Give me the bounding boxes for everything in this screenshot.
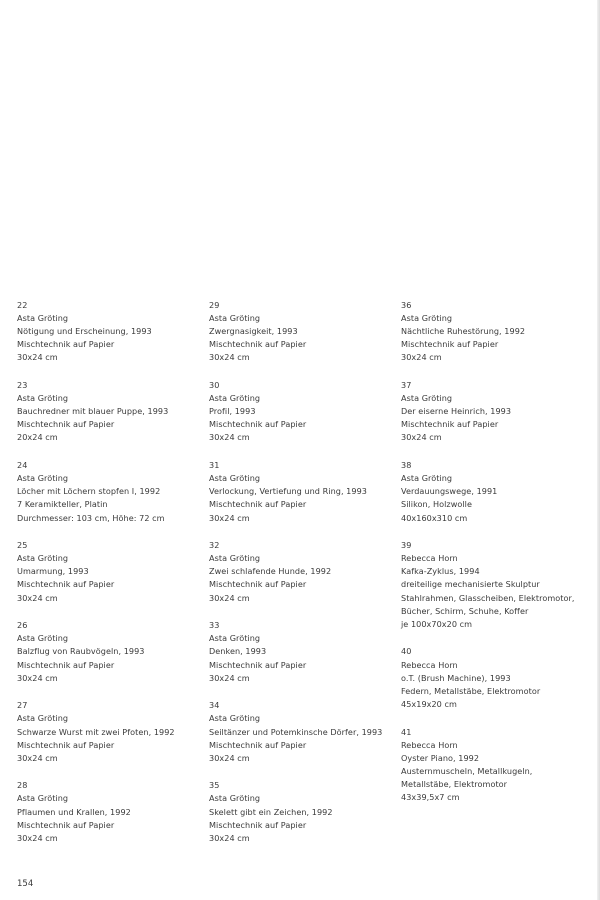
entry-detail: Durchmesser: 103 cm, Höhe: 72 cm: [17, 512, 165, 523]
catalog-entry: [17, 539, 207, 604]
entry-number: 30: [209, 380, 220, 391]
entry-title: Kafka-Zyklus, 1994: [401, 566, 480, 577]
entry-detail: 30x24 cm: [17, 352, 58, 363]
entry-detail: 7 Keramikteller, Platin: [17, 499, 108, 510]
entry-title: Der eiserne Heinrich, 1993: [401, 406, 512, 417]
entry-artist: Asta Gröting: [17, 393, 69, 404]
entry-detail: 43x39,5x7 cm: [401, 791, 460, 802]
entry-title: o.T. (Brush Machine), 1993: [401, 672, 511, 683]
catalog-entry: [209, 299, 399, 364]
entry-title: Skelett gibt ein Zeichen, 1992: [209, 806, 333, 817]
entry-detail: Federn, Metallstäbe, Elektromotor: [401, 685, 541, 696]
catalog-entry: [209, 539, 399, 604]
entry-title: Nächtliche Ruhestörung, 1992: [401, 326, 526, 337]
catalog-entry: [401, 539, 597, 631]
entry-artist: Asta Gröting: [401, 473, 453, 484]
entry-title: Löcher mit Löchern stopfen I, 1992: [17, 486, 161, 497]
catalog-entry: [17, 699, 207, 764]
entry-detail: Mischtechnik auf Papier: [209, 739, 307, 750]
entry-artist: Asta Gröting: [17, 473, 69, 484]
entry-detail: 30x24 cm: [209, 672, 250, 683]
entry-detail: Mischtechnik auf Papier: [17, 819, 115, 830]
entry-artist: Asta Gröting: [401, 393, 453, 404]
entry-number: 39: [401, 540, 412, 551]
catalog-column-1: [17, 299, 207, 859]
entry-artist: Asta Gröting: [209, 313, 261, 324]
entry-detail: 30x24 cm: [209, 832, 250, 843]
entry-number: 24: [17, 460, 28, 471]
entry-title: Profil, 1993: [209, 406, 256, 417]
entry-number: 38: [401, 460, 412, 471]
entry-detail: Metallstäbe, Elektromotor: [401, 778, 508, 789]
entry-title: Zwergnasigkeit, 1993: [209, 326, 298, 337]
catalog-entry: [17, 299, 207, 364]
entry-number: 33: [209, 620, 220, 631]
entry-artist: Rebecca Horn: [401, 659, 458, 670]
entry-number: 26: [17, 620, 28, 631]
entry-detail: 30x24 cm: [17, 592, 58, 603]
entry-number: 31: [209, 460, 220, 471]
entry-detail: Mischtechnik auf Papier: [209, 819, 307, 830]
entry-number: 29: [209, 300, 220, 310]
entry-detail: Mischtechnik auf Papier: [17, 579, 115, 590]
entry-detail: Mischtechnik auf Papier: [209, 499, 307, 510]
catalog-entry: [401, 299, 597, 364]
entry-number: 34: [209, 700, 220, 711]
entry-detail: 20x24 cm: [17, 432, 58, 443]
catalog-entry: [209, 379, 399, 444]
entry-detail: Mischtechnik auf Papier: [209, 579, 307, 590]
entry-title: Schwarze Wurst mit zwei Pfoten, 1992: [17, 726, 175, 737]
entry-detail: 30x24 cm: [209, 752, 250, 763]
catalog-column-3: [401, 299, 597, 819]
catalog-entry: [209, 459, 399, 524]
entry-artist: Asta Gröting: [17, 793, 69, 804]
catalog-column-2: [209, 299, 399, 859]
entry-number: 41: [401, 726, 412, 737]
entry-detail: Mischtechnik auf Papier: [17, 659, 115, 670]
entry-detail: Mischtechnik auf Papier: [17, 419, 115, 430]
entry-artist: Asta Gröting: [401, 313, 453, 324]
entry-detail: Stahlrahmen, Glasscheiben, Elektromotor,: [401, 592, 575, 603]
entry-detail: Austernmuscheln, Metallkugeln,: [401, 765, 533, 776]
entry-detail: Mischtechnik auf Papier: [17, 339, 115, 350]
catalog-entry: [401, 726, 597, 805]
entry-title: Nötigung und Erscheinung, 1993: [17, 326, 152, 337]
entry-artist: Asta Gröting: [209, 393, 261, 404]
entry-detail: 30x24 cm: [209, 352, 250, 363]
entry-detail: je 100x70x20 cm: [401, 618, 473, 629]
entry-title: Umarmung, 1993: [17, 566, 89, 577]
entry-artist: Asta Gröting: [209, 553, 261, 564]
catalog-entry: [401, 645, 597, 710]
catalog-entry: [17, 459, 207, 524]
catalog-entry: [17, 619, 207, 684]
catalog-entry: [17, 779, 207, 844]
entry-artist: Asta Gröting: [209, 793, 261, 804]
entry-number: 28: [17, 780, 28, 791]
entry-artist: Asta Gröting: [17, 313, 69, 324]
entry-detail: Mischtechnik auf Papier: [401, 419, 499, 430]
catalog-entry: [209, 779, 399, 844]
entry-artist: Asta Gröting: [17, 633, 69, 644]
entry-title: Zwei schlafende Hunde, 1992: [209, 566, 332, 577]
entry-artist: Asta Gröting: [17, 553, 69, 564]
entry-title: Seiltänzer und Potemkinsche Dörfer, 1993: [209, 726, 383, 737]
entry-detail: Mischtechnik auf Papier: [209, 419, 307, 430]
entry-number: 25: [17, 540, 28, 551]
page-number: 154: [17, 879, 34, 889]
catalog-entry: [17, 379, 207, 444]
entry-number: 36: [401, 300, 412, 310]
entry-detail: Mischtechnik auf Papier: [209, 339, 307, 350]
entry-detail: 30x24 cm: [209, 592, 250, 603]
entry-artist: Asta Gröting: [209, 633, 261, 644]
entry-artist: Asta Gröting: [209, 473, 261, 484]
entry-number: 23: [17, 380, 28, 391]
entry-detail: 40x160x310 cm: [401, 512, 468, 523]
entry-title: Verlockung, Vertiefung und Ring, 1993: [209, 486, 367, 497]
entry-detail: Mischtechnik auf Papier: [17, 739, 115, 750]
entry-detail: 30x24 cm: [401, 352, 442, 363]
entry-detail: Bücher, Schirm, Schuhe, Koffer: [401, 605, 529, 616]
entry-detail: dreiteilige mechanisierte Skulptur: [401, 579, 540, 590]
entry-detail: Silikon, Holzwolle: [401, 499, 472, 510]
entry-number: 32: [209, 540, 220, 551]
entry-detail: 30x24 cm: [17, 832, 58, 843]
entry-detail: 30x24 cm: [17, 752, 58, 763]
catalog-entry: [209, 699, 399, 764]
entry-title: Denken, 1993: [209, 646, 267, 657]
entry-title: Pflaumen und Krallen, 1992: [17, 806, 131, 817]
entry-detail: Mischtechnik auf Papier: [401, 339, 499, 350]
catalog-entry: [209, 619, 399, 684]
entry-number: 37: [401, 380, 412, 391]
entry-detail: 30x24 cm: [401, 432, 442, 443]
entry-detail: 30x24 cm: [209, 432, 250, 443]
catalog-entry: [401, 459, 597, 524]
entry-artist: Asta Gröting: [17, 713, 69, 724]
entry-number: 40: [401, 646, 412, 657]
entry-detail: 30x24 cm: [17, 672, 58, 683]
entry-title: Balzflug von Raubvögeln, 1993: [17, 646, 145, 657]
entry-number: 35: [209, 780, 220, 791]
entry-title: Bauchredner mit blauer Puppe, 1993: [17, 406, 169, 417]
entry-detail: 30x24 cm: [209, 512, 250, 523]
entry-number: 27: [17, 700, 28, 711]
entry-title: Oyster Piano, 1992: [401, 752, 480, 763]
entry-artist: Asta Gröting: [209, 713, 261, 724]
entry-detail: Mischtechnik auf Papier: [209, 659, 307, 670]
entry-number: 22: [17, 300, 28, 310]
entry-title: Verdauungswege, 1991: [401, 486, 498, 497]
catalog-entry: [401, 379, 597, 444]
entry-detail: 45x19x20 cm: [401, 698, 457, 709]
entry-artist: Rebecca Horn: [401, 739, 458, 750]
entry-artist: Rebecca Horn: [401, 553, 458, 564]
